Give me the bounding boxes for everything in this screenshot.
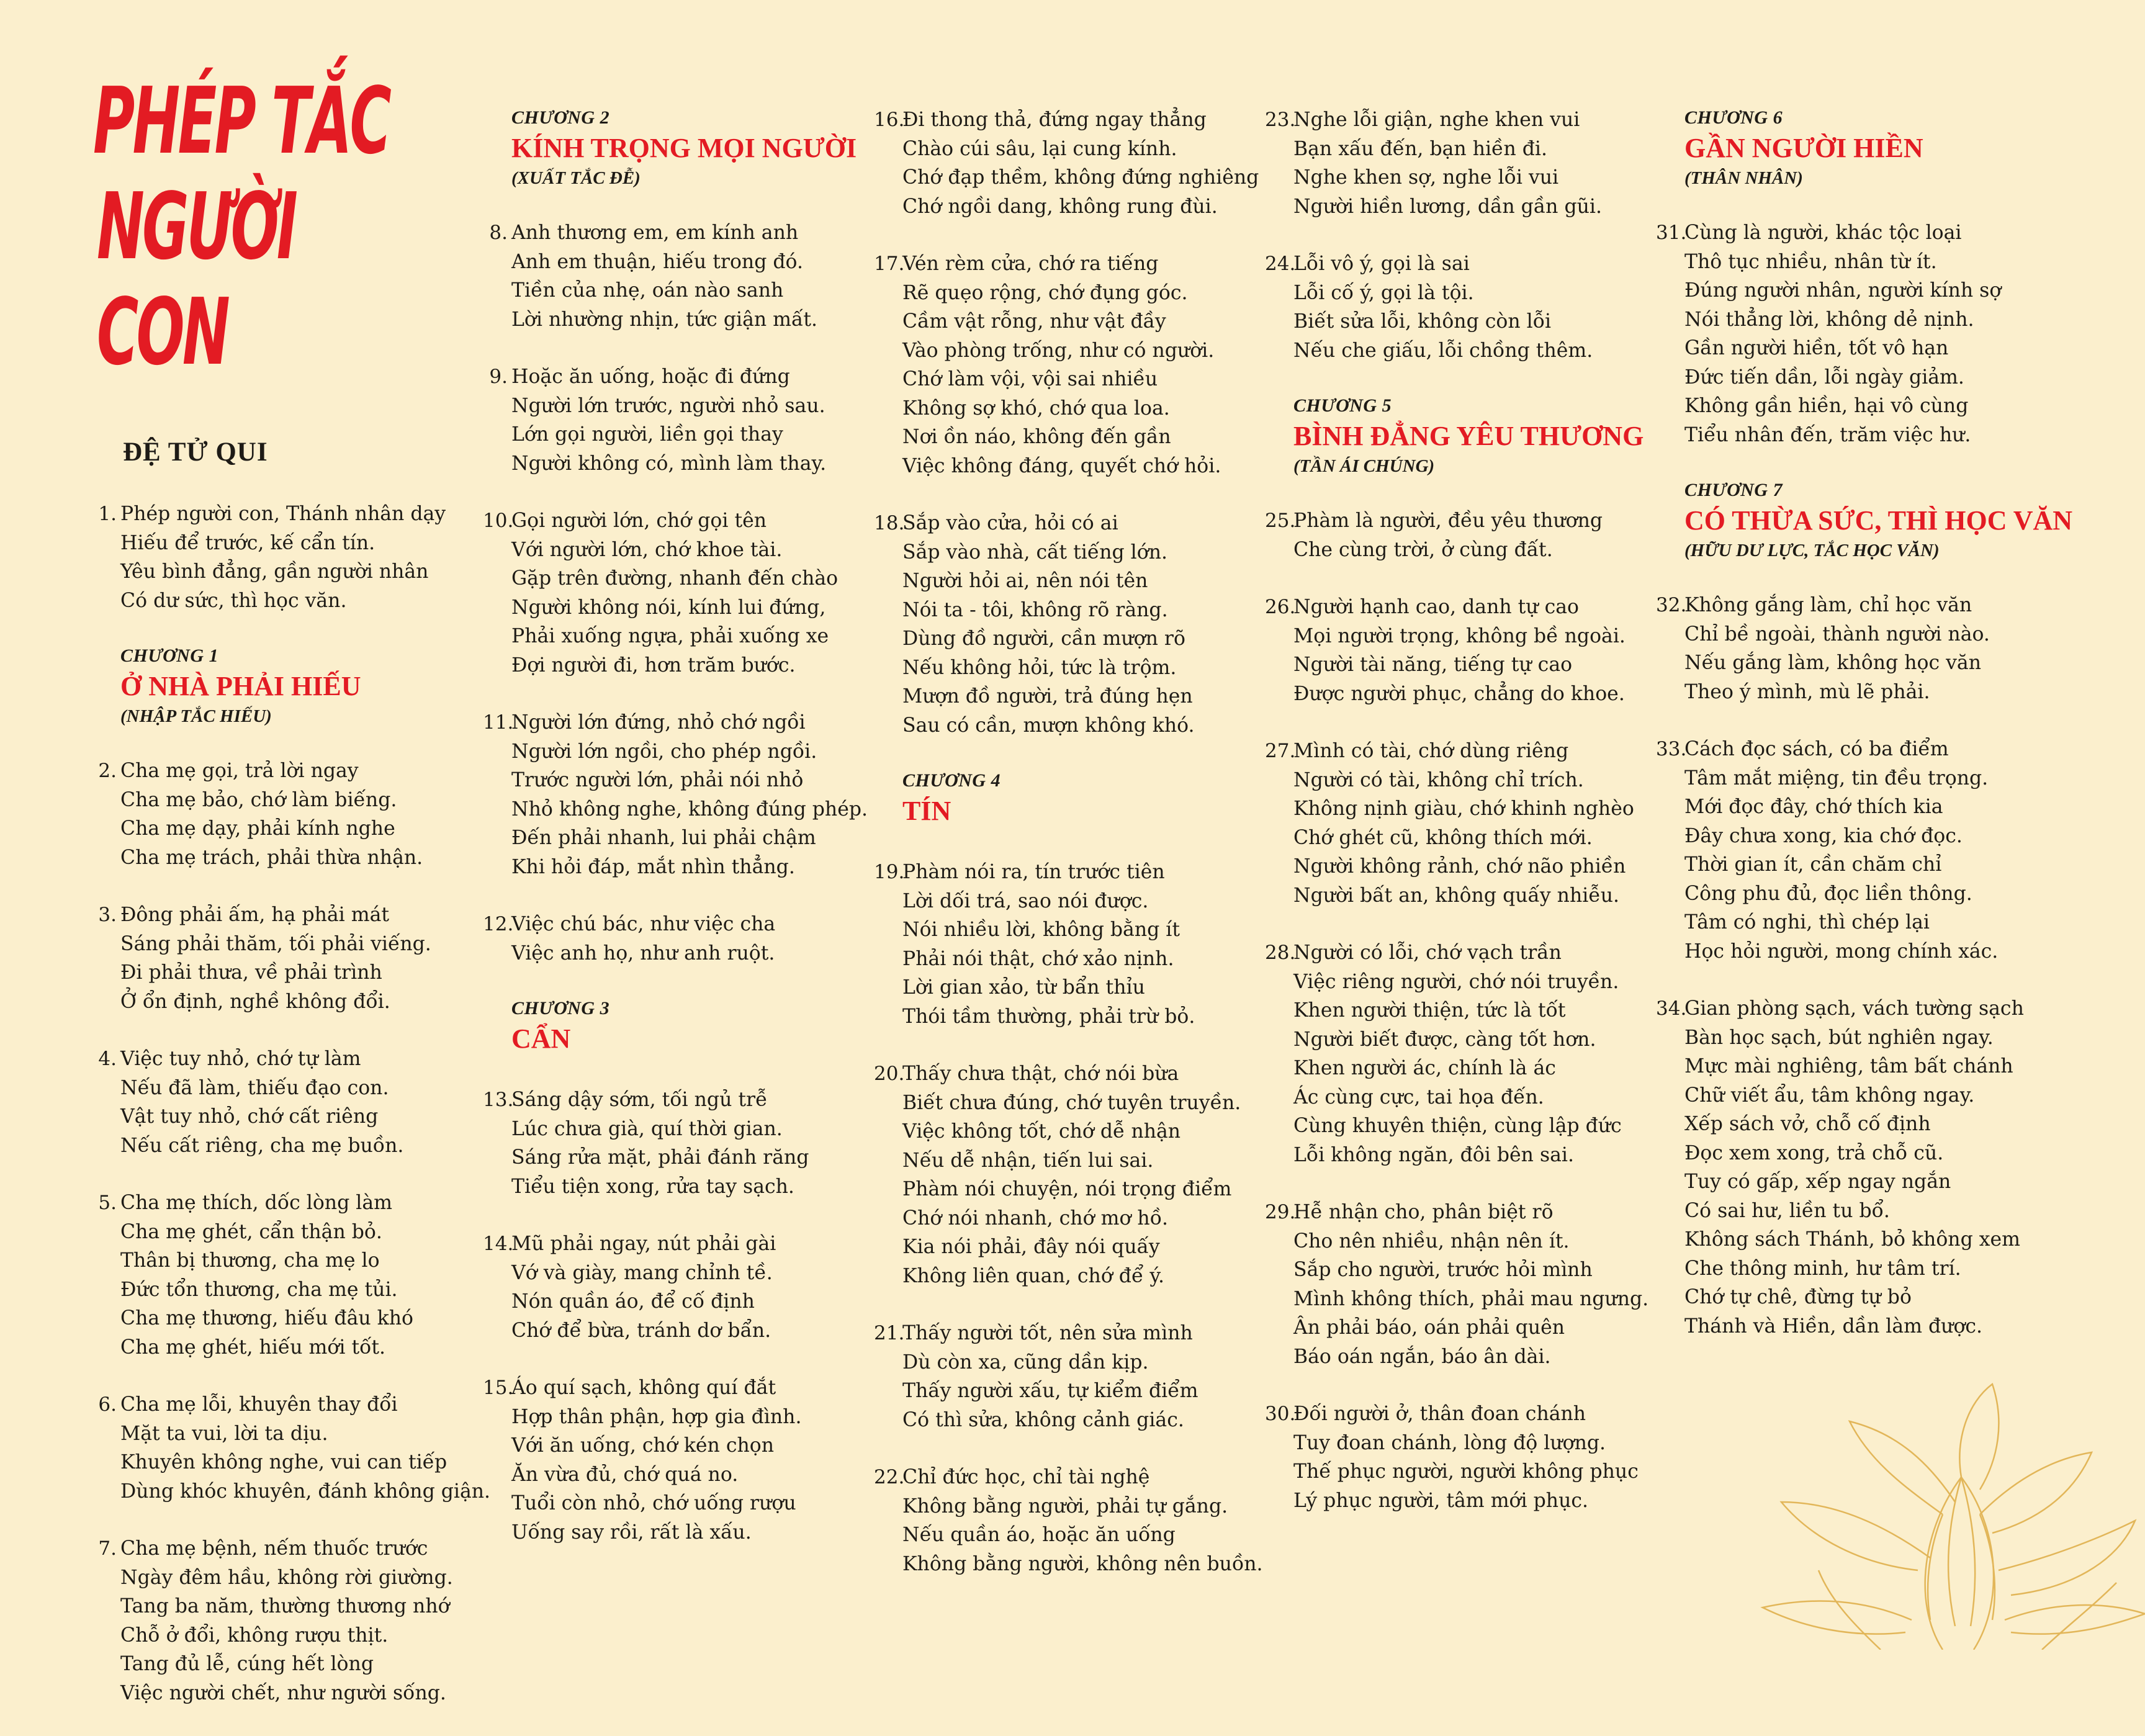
verse xyxy=(93,1045,478,1160)
verse-line: Biết sửa lỗi, không còn lỗi xyxy=(1293,310,1552,333)
verse-line: Chỉ đức học, chỉ tài nghệ xyxy=(902,1466,1150,1488)
chapter-subtitle: (NHẬP TẮC HIẾU) xyxy=(120,706,272,726)
verse xyxy=(1266,506,1663,564)
verse-line: Thấy người tốt, nên sửa mình xyxy=(902,1322,1193,1344)
verse-line: Người lớn đứng, nhỏ chớ ngồi xyxy=(511,711,806,734)
verse-line: Chỗ ở đổi, không rượu thịt. xyxy=(120,1624,389,1647)
verse-line: Ăn vừa đủ, chớ quá no. xyxy=(511,1463,739,1486)
chapter-label: CHƯƠNG 5 xyxy=(1293,395,1392,416)
verse-line: Không liên quan, chớ để ý. xyxy=(902,1264,1164,1287)
verse-line: Chớ tự chê, đừng tự bỏ xyxy=(1684,1286,1912,1308)
verse-line: Không nịnh giàu, chớ khinh nghèo xyxy=(1293,798,1634,820)
verse-line: Thấy chưa thật, chớ nói bừa xyxy=(902,1063,1179,1085)
verse-line: Không gắng làm, chỉ học văn xyxy=(1684,594,1972,616)
verse-number: 10. xyxy=(483,510,514,532)
verse-line: Tâm mắt miệng, tin đều trọng. xyxy=(1684,767,1989,789)
verse-line: Anh thương em, em kính anh xyxy=(511,222,799,244)
verse-line: Che cùng trời, ở cùng đất. xyxy=(1293,538,1553,561)
verse-line: Trước người lớn, phải nói nhỏ xyxy=(511,769,804,791)
verse-line: Nghe lỗi giận, nghe khen vui xyxy=(1293,109,1580,131)
verse-line: Lời gian xảo, từ bẩn thỉu xyxy=(902,976,1145,999)
verse-line: Người không rảnh, chớ não phiền xyxy=(1293,855,1626,878)
verse-number: 3. xyxy=(98,904,117,926)
verse-line: Sau có cần, mượn không khó. xyxy=(902,714,1195,737)
verse-line: Cha mẹ thích, dốc lòng làm xyxy=(120,1192,393,1214)
chapter-title: KÍNH TRỌNG MỌI NGƯỜI xyxy=(511,133,857,163)
verse-line: Không gần hiền, hại vô cùng xyxy=(1684,395,1969,417)
verse-line: Nếu quần áo, hoặc ăn uống xyxy=(902,1524,1176,1546)
verse-line: Đọc xem xong, trả chỗ cũ. xyxy=(1684,1141,1944,1164)
verse-line: Người lớn ngồi, cho phép ngồi. xyxy=(511,740,817,763)
verse-number: 14. xyxy=(483,1233,514,1255)
verse-line: Đi thong thả, đứng ngay thẳng xyxy=(902,109,1207,131)
verse-number: 21. xyxy=(874,1322,905,1344)
verse xyxy=(93,1534,478,1707)
verse-line: Áo quí sạch, không quí đắt xyxy=(511,1377,776,1399)
verse-number: 32. xyxy=(1656,594,1687,616)
verse-line: Tiểu tiện xong, rửa tay sạch. xyxy=(511,1175,794,1198)
verse xyxy=(93,500,478,615)
verse-line: Che thông minh, hư tâm trí. xyxy=(1684,1257,1961,1280)
verse xyxy=(875,509,1272,740)
main-title xyxy=(93,68,478,385)
verse-line: Lúc chưa già, quí thời gian. xyxy=(511,1117,783,1140)
column-5 xyxy=(1656,106,2073,1369)
verse-number: 13. xyxy=(483,1089,514,1111)
verse-line: Cầm vật rỗng, như vật đầy xyxy=(902,310,1166,333)
chapter-label: CHƯƠNG 2 xyxy=(511,107,610,128)
chapter-heading xyxy=(511,106,869,190)
verse-line: Gặp trên đường, nhanh đến chào xyxy=(511,567,839,590)
verse-line: Mọi người trọng, không bề ngoài. xyxy=(1293,624,1626,647)
verse-number: 24. xyxy=(1265,253,1296,275)
verse-line: Đúng người nhân, người kính sợ xyxy=(1684,279,2002,302)
verse-line: Mũ phải ngay, nút phải gài xyxy=(511,1233,776,1255)
verse-line: Ở ổn định, nghề không đổi. xyxy=(120,990,390,1013)
verse-line: Mực mài nghiêng, tâm bất chánh xyxy=(1684,1055,2013,1077)
verse-line: Không bằng người, không nên buồn. xyxy=(902,1552,1263,1575)
verse-line: Cha mẹ trách, phải thừa nhận. xyxy=(120,846,423,869)
verse-line: Cha mẹ bệnh, nếm thuốc trước xyxy=(120,1537,428,1560)
verse-line: Nếu dễ nhận, tiến lui sai. xyxy=(902,1149,1154,1172)
verse-line: Người biết được, càng tốt hơn. xyxy=(1293,1028,1596,1051)
verse-line: Sáng phải thăm, tối phải viếng. xyxy=(120,932,431,955)
verse-line: Ngày đêm hầu, không rời giường. xyxy=(120,1566,453,1589)
verse-line: Nếu gắng làm, không học văn xyxy=(1684,652,1981,674)
verse xyxy=(875,250,1272,480)
verse xyxy=(484,362,869,478)
verse-line: Chớ đạp thềm, không đứng nghiêng xyxy=(902,166,1259,189)
verse-line: Chớ ghét cũ, không thích mới. xyxy=(1293,826,1593,849)
verse-line: Tuy có gấp, xếp ngay ngắn xyxy=(1684,1171,1951,1193)
verse xyxy=(484,218,869,334)
verse-line: Báo oán ngắn, báo ân dài. xyxy=(1293,1345,1551,1368)
verse xyxy=(1657,994,2054,1341)
verse-line: Phải nói thật, chớ xảo nịnh. xyxy=(902,947,1174,970)
verse xyxy=(1266,250,1663,365)
column-1 xyxy=(93,68,491,1736)
main-title-line-1: PHÉP TẮC xyxy=(93,68,390,174)
verse-line: Hiếu để trước, kế cẩn tín. xyxy=(120,531,375,554)
verse xyxy=(875,858,1272,1031)
verse-number: 16. xyxy=(874,109,905,131)
verse-line: Gần người hiền, tốt vô hạn xyxy=(1684,337,1949,359)
verse-number: 11. xyxy=(483,711,514,734)
verse-line: Nếu không hỏi, tức là trộm. xyxy=(902,656,1177,679)
verse-line: Tâm có nghi, thì chép lại xyxy=(1684,911,1930,933)
verse-line: Tang ba năm, thường thương nhớ xyxy=(120,1595,450,1617)
verse-line: Chào cúi sâu, lại cung kính. xyxy=(902,137,1177,160)
verse-line: Cùng khuyên thiện, cùng lập đức xyxy=(1293,1115,1622,1137)
verse-line: Biết chưa đúng, chớ tuyên truyền. xyxy=(902,1091,1241,1114)
verse xyxy=(93,901,478,1016)
verse-line: Sắp vào nhà, cất tiếng lớn. xyxy=(902,541,1168,564)
verse-line: Khen người thiện, tức là tốt xyxy=(1293,999,1566,1022)
verse-number: 20. xyxy=(874,1063,905,1085)
verse-line: Cha mẹ bảo, chớ làm biếng. xyxy=(120,788,397,811)
verse-line: Tiền của nhẹ, oán nào sanh xyxy=(511,279,784,302)
verse-line: Sáng dậy sớm, tối ngủ trễ xyxy=(511,1089,768,1111)
verse-line: Việc riêng người, chớ nói truyền. xyxy=(1293,970,1619,993)
subtitle: ĐỆ TỬ QUI xyxy=(123,438,268,467)
verse-line: Bàn học sạch, bút nghiên ngay. xyxy=(1684,1026,1994,1049)
chapter-title: TÍN xyxy=(902,796,951,826)
verse-number: 29. xyxy=(1265,1201,1296,1223)
verse xyxy=(484,1086,869,1201)
verse-number: 5. xyxy=(98,1192,117,1214)
verse-line: Anh em thuận, hiếu trong đó. xyxy=(511,250,803,273)
main-title-line-2: NGƯỜI CON xyxy=(97,173,296,385)
verse-line: Phàm nói chuyện, nói trọng điểm xyxy=(902,1178,1232,1200)
column-3 xyxy=(875,106,1272,1607)
verse-line: Ác cùng cực, tai họa đến. xyxy=(1293,1086,1544,1109)
verse-line: Hoặc ăn uống, hoặc đi đứng xyxy=(511,366,790,388)
verse xyxy=(1266,1400,1663,1515)
verse-line: Có sai hư, liền tu bổ. xyxy=(1684,1199,1890,1222)
verse-line: Nói ta - tôi, không rõ ràng. xyxy=(902,598,1168,621)
verse-number: 26. xyxy=(1265,596,1296,618)
verse-number: 23. xyxy=(1265,109,1296,131)
chapter-title: CẨN xyxy=(511,1023,571,1054)
verse-line: Người hạnh cao, danh tự cao xyxy=(1293,596,1580,618)
verse xyxy=(484,910,869,968)
verse-line: Dù còn xa, cũng dần kịp. xyxy=(902,1351,1149,1374)
verse-line: Việc tuy nhỏ, chớ tự làm xyxy=(120,1048,361,1070)
verse-line: Đây chưa xong, kia chớ đọc. xyxy=(1684,824,1963,847)
verse-line: Bạn xấu đến, bạn hiền đi. xyxy=(1293,137,1547,160)
verse-line: Nếu cất riêng, cha mẹ buồn. xyxy=(120,1134,404,1157)
verse-number: 6. xyxy=(98,1393,117,1416)
verse-line: Chớ làm vội, vội sai nhiều xyxy=(902,368,1158,390)
verse-line: Việc anh họ, như anh ruột. xyxy=(511,942,775,965)
chapter-subtitle: (XUẤT TẮC ĐỄ) xyxy=(511,168,641,188)
verse-line: Đi phải thưa, về phải trình xyxy=(120,961,382,984)
verse-number: 22. xyxy=(874,1466,905,1488)
chapter-label: CHƯƠNG 4 xyxy=(902,770,1001,791)
verse-line: Kia nói phải, đây nói quấy xyxy=(902,1236,1160,1258)
verse-line: Chớ ngồi dang, không rung đùi. xyxy=(902,195,1218,218)
verse-number: 7. xyxy=(98,1537,117,1560)
verse-line: Tiểu nhân đến, trăm việc hư. xyxy=(1684,423,1971,446)
verse-line: Tang đủ lễ, cúng hết lòng xyxy=(120,1653,374,1675)
verse-line: Lỗi cố ý, gọi là tội. xyxy=(1293,281,1474,304)
verse-line: Được người phục, chẳng do khoe. xyxy=(1293,682,1625,705)
chapter-heading xyxy=(1684,106,2054,190)
verse xyxy=(1657,218,2054,449)
verse-line: Đức tiến dần, lỗi ngày giảm. xyxy=(1684,366,1964,389)
verse-line: Người không nói, kính lui đứng, xyxy=(511,596,826,619)
chapter-label: CHƯƠNG 1 xyxy=(120,645,219,666)
verse-line: Chớ để bừa, tránh dơ bẩn. xyxy=(511,1319,771,1342)
verse-line: Việc không đáng, quyết chớ hỏi. xyxy=(902,454,1221,477)
verse-line: Chữ viết ẩu, tâm không ngay. xyxy=(1684,1084,1975,1107)
verse-line: Phép người con, Thánh nhân dạy xyxy=(120,503,446,525)
verse-line: Yêu bình đẳng, gần người nhân xyxy=(120,560,429,583)
verse-line: Nói thẳng lời, không dẻ nịnh. xyxy=(1684,308,1974,331)
chapter-heading xyxy=(120,644,478,728)
verse-number: 28. xyxy=(1265,942,1296,964)
verse-line: Uống say rồi, rất là xấu. xyxy=(511,1521,752,1544)
verse-line: Đông phải ấm, hạ phải mát xyxy=(120,904,390,926)
verse-line: Tuy đoan chánh, lòng độ lượng. xyxy=(1293,1431,1606,1454)
verse-number: 8. xyxy=(489,222,508,244)
verse-number: 12. xyxy=(483,913,514,935)
verse-line: Nhỏ không nghe, không đúng phép. xyxy=(511,798,868,821)
verse-line: Lớn gọi người, liền gọi thay xyxy=(511,423,783,446)
verse xyxy=(93,1390,491,1506)
verse-line: Cách đọc sách, có ba điểm xyxy=(1684,738,1949,760)
verse-line: Với ăn uống, chớ kén chọn xyxy=(511,1434,775,1457)
verse-line: Người hỏi ai, nên nói tên xyxy=(902,570,1148,592)
verse-line: Khen người ác, chính là ác xyxy=(1293,1057,1556,1079)
intro-verse-block xyxy=(93,500,478,615)
verse-number: 9. xyxy=(489,366,508,388)
verse xyxy=(875,106,1272,221)
verse-line: Xếp sách vở, chỗ cố định xyxy=(1684,1113,1931,1135)
chapter-heading xyxy=(902,768,1272,829)
verse xyxy=(875,1463,1272,1578)
chapter-subtitle: (TẦN ÁI CHÚNG) xyxy=(1293,456,1435,476)
verse xyxy=(1657,735,2054,966)
verse-line: Sáng rửa mặt, phải đánh răng xyxy=(511,1146,809,1169)
chapter-title: BÌNH ĐẲNG YÊU THƯƠNG xyxy=(1293,421,1644,451)
verse-line: Mình có tài, chớ dùng riêng xyxy=(1293,740,1569,762)
verse-line: Cùng là người, khác tộc loại xyxy=(1684,222,1962,244)
verse-line: Đợi người đi, hơn trăm bước. xyxy=(511,654,796,677)
verse-line: Học hỏi người, mong chính xác. xyxy=(1684,940,1999,963)
chapter-heading xyxy=(1684,478,2073,562)
verse-line: Không bằng người, phải tự gắng. xyxy=(902,1495,1228,1518)
verse-line: Người hiền lương, dần gần gũi. xyxy=(1293,195,1602,218)
verse-line: Với người lớn, chớ khoe tài. xyxy=(511,538,783,561)
verse-line: Lý phục người, tâm mới phục. xyxy=(1293,1489,1589,1512)
verse-number: 17. xyxy=(874,253,905,275)
verse-line: Công phu đủ, đọc liền thông. xyxy=(1684,882,1972,905)
verse-line: Cha mẹ thương, hiếu đâu khó xyxy=(120,1307,414,1329)
verse-line: Nón quần áo, để cố định xyxy=(511,1290,755,1313)
chapter-title: CÓ THỪA SỨC, THÌ HỌC VĂN xyxy=(1684,505,2073,536)
verse-line: Có thì sửa, không cảnh giác. xyxy=(902,1408,1184,1431)
verse-line: Cha mẹ ghét, cẩn thận bỏ. xyxy=(120,1220,382,1243)
verse xyxy=(1266,737,1663,910)
chapter-label: CHƯƠNG 6 xyxy=(1684,107,1783,128)
column-1-body xyxy=(93,644,491,1707)
verse-line: Có dư sức, thì học văn. xyxy=(120,589,347,612)
verse-line: Ân phải báo, oán phải quên xyxy=(1293,1316,1565,1339)
verse-line: Mình không thích, phải mau ngưng. xyxy=(1293,1287,1649,1310)
verse-line: Việc không tốt, chớ dễ nhận xyxy=(902,1120,1181,1143)
verse xyxy=(484,1230,869,1345)
verse-line: Không sách Thánh, bỏ không xem xyxy=(1684,1228,2021,1251)
verse-line: Phàm nói ra, tín trước tiên xyxy=(902,861,1165,883)
verse-line: Vật tuy nhỏ, chớ cất riêng xyxy=(120,1105,379,1128)
verse-number: 4. xyxy=(98,1048,117,1070)
verse-line: Cha mẹ dạy, phải kính nghe xyxy=(120,817,395,840)
verse-number: 15. xyxy=(483,1377,514,1399)
verse-line: Mặt ta vui, lời ta dịu. xyxy=(120,1422,328,1445)
verse-line: Người có lỗi, chớ vạch trần xyxy=(1293,942,1562,964)
column-4 xyxy=(1266,106,1663,1544)
verse-number: 27. xyxy=(1265,740,1296,762)
verse-number: 1. xyxy=(98,503,117,525)
verse-line: Gọi người lớn, chớ gọi tên xyxy=(511,510,767,532)
verse xyxy=(1657,591,2054,706)
verse-line: Việc chú bác, như việc cha xyxy=(511,913,776,935)
verse-line: Lỗi không ngăn, đôi bên sai. xyxy=(1293,1143,1574,1166)
verse xyxy=(1266,593,1663,708)
chapter-subtitle: (THÂN NHÂN) xyxy=(1684,168,1803,188)
verse-line: Dùng khóc khuyên, đánh không giận. xyxy=(120,1480,491,1503)
verse-line: Sắp cho người, trước hỏi mình xyxy=(1293,1259,1593,1281)
verse xyxy=(484,708,869,881)
verse-line: Người lớn trước, người nhỏ sau. xyxy=(511,394,825,417)
verse xyxy=(875,1059,1272,1290)
verse-line: Cha mẹ lỗi, khuyên thay đổi xyxy=(120,1393,398,1416)
verse-line: Khi hỏi đáp, mắt nhìn thẳng. xyxy=(511,855,795,878)
verse-number: 25. xyxy=(1265,510,1296,532)
verse xyxy=(875,1319,1272,1434)
chapter-heading xyxy=(511,996,869,1057)
verse-number: 2. xyxy=(98,760,117,782)
verse-line: Thấy người xấu, tự kiểm điểm xyxy=(902,1380,1198,1402)
verse-number: 31. xyxy=(1656,222,1687,244)
verse-line: Thời gian ít, cần chăm chỉ xyxy=(1684,853,1942,876)
verse-number: 18. xyxy=(874,512,905,534)
verse-line: Đến phải nhanh, lui phải chậm xyxy=(511,827,816,849)
verse-line: Vén rèm cửa, chớ ra tiếng xyxy=(902,253,1159,275)
verse-line: Mượn đồ người, trả đúng hẹn xyxy=(902,685,1193,708)
verse-line: Hợp thân phận, hợp gia đình. xyxy=(511,1405,802,1428)
verse xyxy=(1266,1198,1663,1371)
verse-line: Người bất an, không quấy nhiễu. xyxy=(1293,884,1619,907)
verse-line: Nói nhiều lời, không bằng ít xyxy=(902,919,1180,941)
verse-line: Thánh và Hiền, dần làm được. xyxy=(1684,1315,1983,1338)
verse-line: Người tài năng, tiếng tự cao xyxy=(1293,654,1573,676)
verse-line: Đức tổn thương, cha mẹ tủi. xyxy=(120,1278,398,1301)
verse xyxy=(484,506,869,680)
verse xyxy=(93,757,478,872)
verse-line: Gian phòng sạch, vách tường sạch xyxy=(1684,997,2024,1020)
verse-line: Lỗi vô ý, gọi là sai xyxy=(1293,253,1470,275)
verse-line: Lời nhường nhịn, tức giận mất. xyxy=(511,308,817,331)
verse-line: Lời dối trá, sao nói được. xyxy=(902,889,1149,912)
verse xyxy=(1266,938,1663,1169)
verse-number: 30. xyxy=(1265,1403,1296,1425)
chapter-title: GẦN NGƯỜI HIỀN xyxy=(1684,133,1923,163)
verse-line: Thân bị thương, cha mẹ lo xyxy=(120,1249,380,1272)
verse-line: Theo ý mình, mù lẽ phải. xyxy=(1684,680,1930,703)
verse-line: Việc người chết, như người sống. xyxy=(120,1681,446,1704)
verse-line: Mới đọc đây, chớ thích kia xyxy=(1684,796,1943,818)
verse-line: Thô tục nhiều, nhân từ ít. xyxy=(1684,250,1937,273)
verse-line: Phàm là người, đều yêu thương xyxy=(1293,510,1603,532)
verse xyxy=(93,1189,478,1362)
chapter-title: Ở NHÀ PHẢI HIẾU xyxy=(120,671,361,701)
verse-line: Khuyên không nghe, vui can tiếp xyxy=(120,1451,447,1473)
verse-line: Nghe khen sợ, nghe lỗi vui xyxy=(1293,166,1559,189)
verse-line: Nếu đã làm, thiếu đạo con. xyxy=(120,1076,389,1099)
verse-line: Thế phục người, người không phục xyxy=(1293,1460,1639,1483)
verse-number: 34. xyxy=(1656,997,1687,1020)
verse-line: Hễ nhận cho, phân biệt rõ xyxy=(1293,1201,1554,1223)
verse-line: Cho nên nhiều, nhận nên ít. xyxy=(1293,1230,1570,1253)
chapter-label: CHƯƠNG 7 xyxy=(1684,480,1783,500)
chapter-heading xyxy=(1293,394,1663,478)
verse-line: Người không có, mình làm thay. xyxy=(511,452,827,475)
verse-line: Cha mẹ ghét, hiếu mới tốt. xyxy=(120,1336,386,1359)
chapter-label: CHƯƠNG 3 xyxy=(511,998,610,1019)
column-2 xyxy=(484,106,869,1575)
verse-line: Chớ nói nhanh, chớ mơ hồ. xyxy=(902,1207,1168,1230)
verse-number: 33. xyxy=(1656,738,1687,760)
verse-line: Rẽ quẹo rộng, chớ đụng góc. xyxy=(902,281,1188,304)
verse-line: Chỉ bề ngoài, thành người nào. xyxy=(1684,623,1990,645)
verse-line: Người có tài, không chỉ trích. xyxy=(1293,768,1584,791)
verse-line: Vào phòng trống, như có người. xyxy=(902,339,1215,362)
verse-line: Thói tầm thường, phải trừ bỏ. xyxy=(902,1005,1195,1028)
verse-line: Nếu che giấu, lỗi chồng thêm. xyxy=(1293,339,1593,362)
verse-number: 19. xyxy=(874,861,905,883)
chapter-subtitle: (HỮU DƯ LỰC, TẮC HỌC VĂN) xyxy=(1684,541,1940,560)
verse-line: Cha mẹ gọi, trả lời ngay xyxy=(120,760,359,782)
verse-line: Sắp vào cửa, hỏi có ai xyxy=(902,512,1118,534)
verse-line: Phải xuống ngựa, phải xuống xe xyxy=(511,625,829,647)
lotus-flower-illustration xyxy=(1756,1365,2145,1650)
verse-line: Nơi ồn náo, không đến gần xyxy=(902,426,1171,448)
verse-line: Đối người ở, thân đoan chánh xyxy=(1293,1403,1586,1425)
verse xyxy=(484,1374,869,1547)
verse xyxy=(1266,106,1663,221)
verse-line: Vớ và giày, mang chỉnh tề. xyxy=(511,1261,773,1284)
verse-line: Không sợ khó, chớ qua loa. xyxy=(902,397,1170,420)
verse-line: Tuổi còn nhỏ, chớ uống rượu xyxy=(511,1492,796,1514)
verse-line: Dùng đồ người, cần mượn rõ xyxy=(902,627,1185,650)
